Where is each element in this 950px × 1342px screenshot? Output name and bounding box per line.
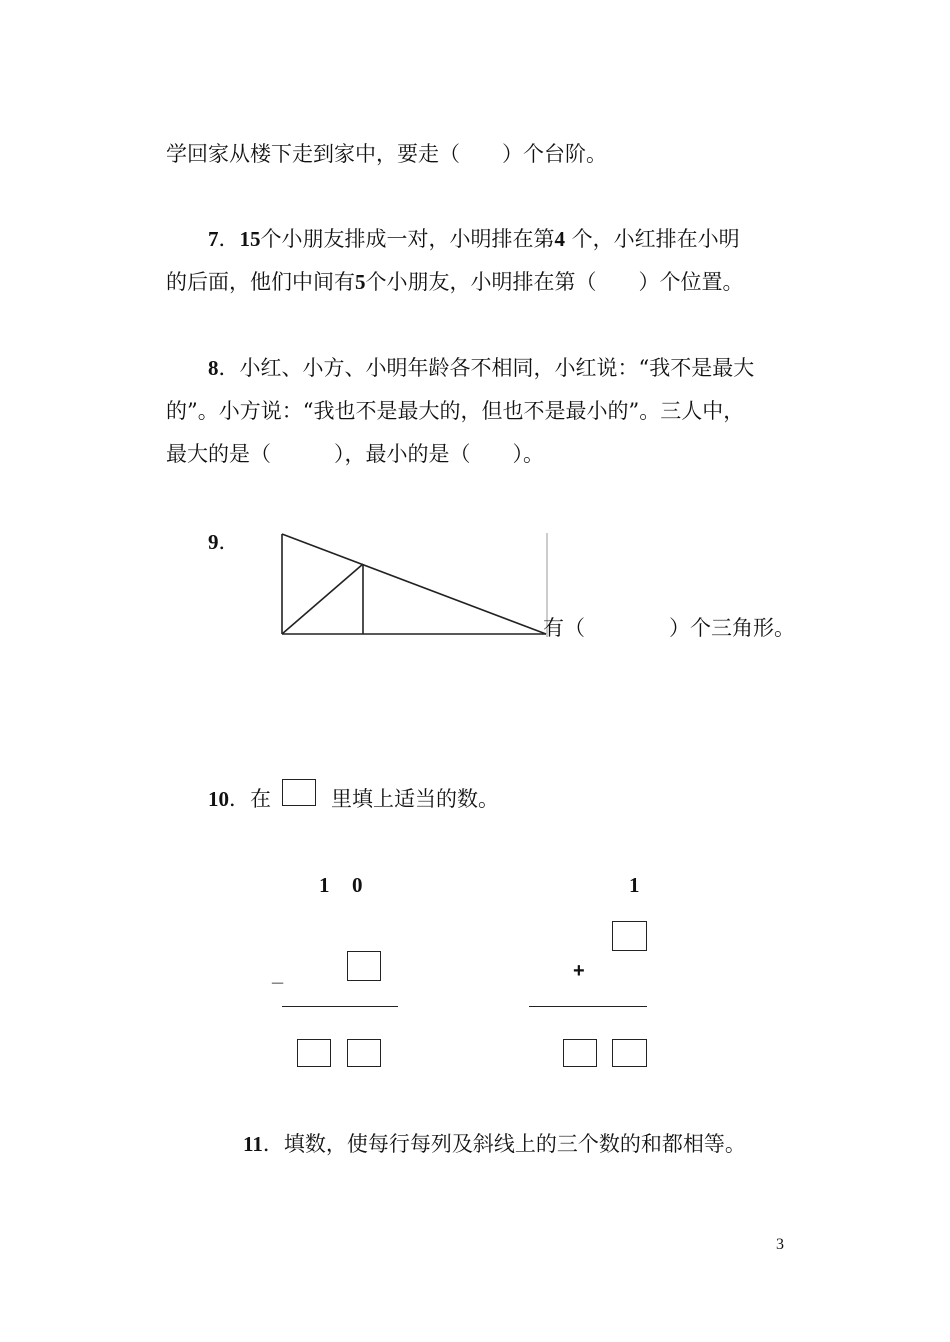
left-top-digit-0: 0 [352, 873, 363, 897]
minus-sign: _ [272, 964, 284, 986]
q9-label [208, 528, 240, 556]
q10-line [208, 785, 271, 813]
q9-sep: ． [218, 530, 240, 554]
q11-line [243, 1130, 746, 1158]
triangle-hypotenuse [282, 534, 546, 634]
q7-text-b: 个，小红排在小明 [565, 227, 740, 251]
triangle-inner-diagonal [282, 564, 363, 634]
right-sum-line [529, 1006, 647, 1007]
left-result-box-ones[interactable] [347, 1039, 381, 1067]
q10-number: 10 [208, 787, 229, 811]
q7-num-5: 5 [355, 270, 366, 294]
q8-text-1: ．小红、小方、小明年龄各不相同，小红说：“我不是最大 [218, 356, 755, 380]
q7-text-d: 个小朋友，小明排在第（ ）个位置。 [365, 270, 744, 294]
q11-text: ．填数，使每行每列及斜线上的三个数的和都相等。 [262, 1132, 746, 1156]
right-operand-box[interactable] [612, 921, 647, 951]
page-number: 3 [776, 1236, 784, 1253]
q9-text: 有（ ）个三角形。 [543, 616, 795, 640]
q10-text-a: ．在 [229, 787, 271, 811]
q6-continuation: 学回家从楼下走到家中，要走（ ）个台阶。 [166, 142, 607, 166]
q10-text-b: 里填上适当的数。 [331, 787, 499, 811]
q7-num-4: 4 [554, 227, 565, 251]
q7-text-c: 的后面，他们中间有 [166, 270, 355, 294]
right-top-digit-1: 1 [629, 873, 640, 897]
q11-number: 11 [243, 1132, 263, 1156]
left-operand-box[interactable] [347, 951, 381, 981]
q8-line-2: 的”。小方说：“我也不是最大的，但也不是最小的”。三人中， [166, 399, 745, 423]
q8-number: 8 [208, 356, 219, 380]
left-result-box-tens[interactable] [297, 1039, 331, 1067]
q7-line-1 [208, 225, 740, 253]
q9-triangle-figure [270, 525, 570, 645]
q7-text-a: 个小朋友排成一对，小明排在第 [260, 227, 555, 251]
q8-line-1 [208, 354, 754, 382]
right-result-box-tens[interactable] [563, 1039, 597, 1067]
q10-sample-box [282, 779, 316, 806]
q7-number: 7 [208, 227, 219, 251]
q8-line-3: 最大的是（ ），最小的是（ ）。 [166, 442, 544, 466]
q7-num-15: 15 [239, 227, 261, 251]
plus-sign: + [573, 960, 585, 982]
left-top-digit-1: 1 [319, 873, 330, 897]
left-sum-line [282, 1006, 398, 1007]
q7-sep: ． [218, 227, 240, 251]
q7-line-2 [166, 268, 744, 296]
right-result-box-ones[interactable] [612, 1039, 647, 1067]
q9-number: 9 [208, 530, 219, 554]
